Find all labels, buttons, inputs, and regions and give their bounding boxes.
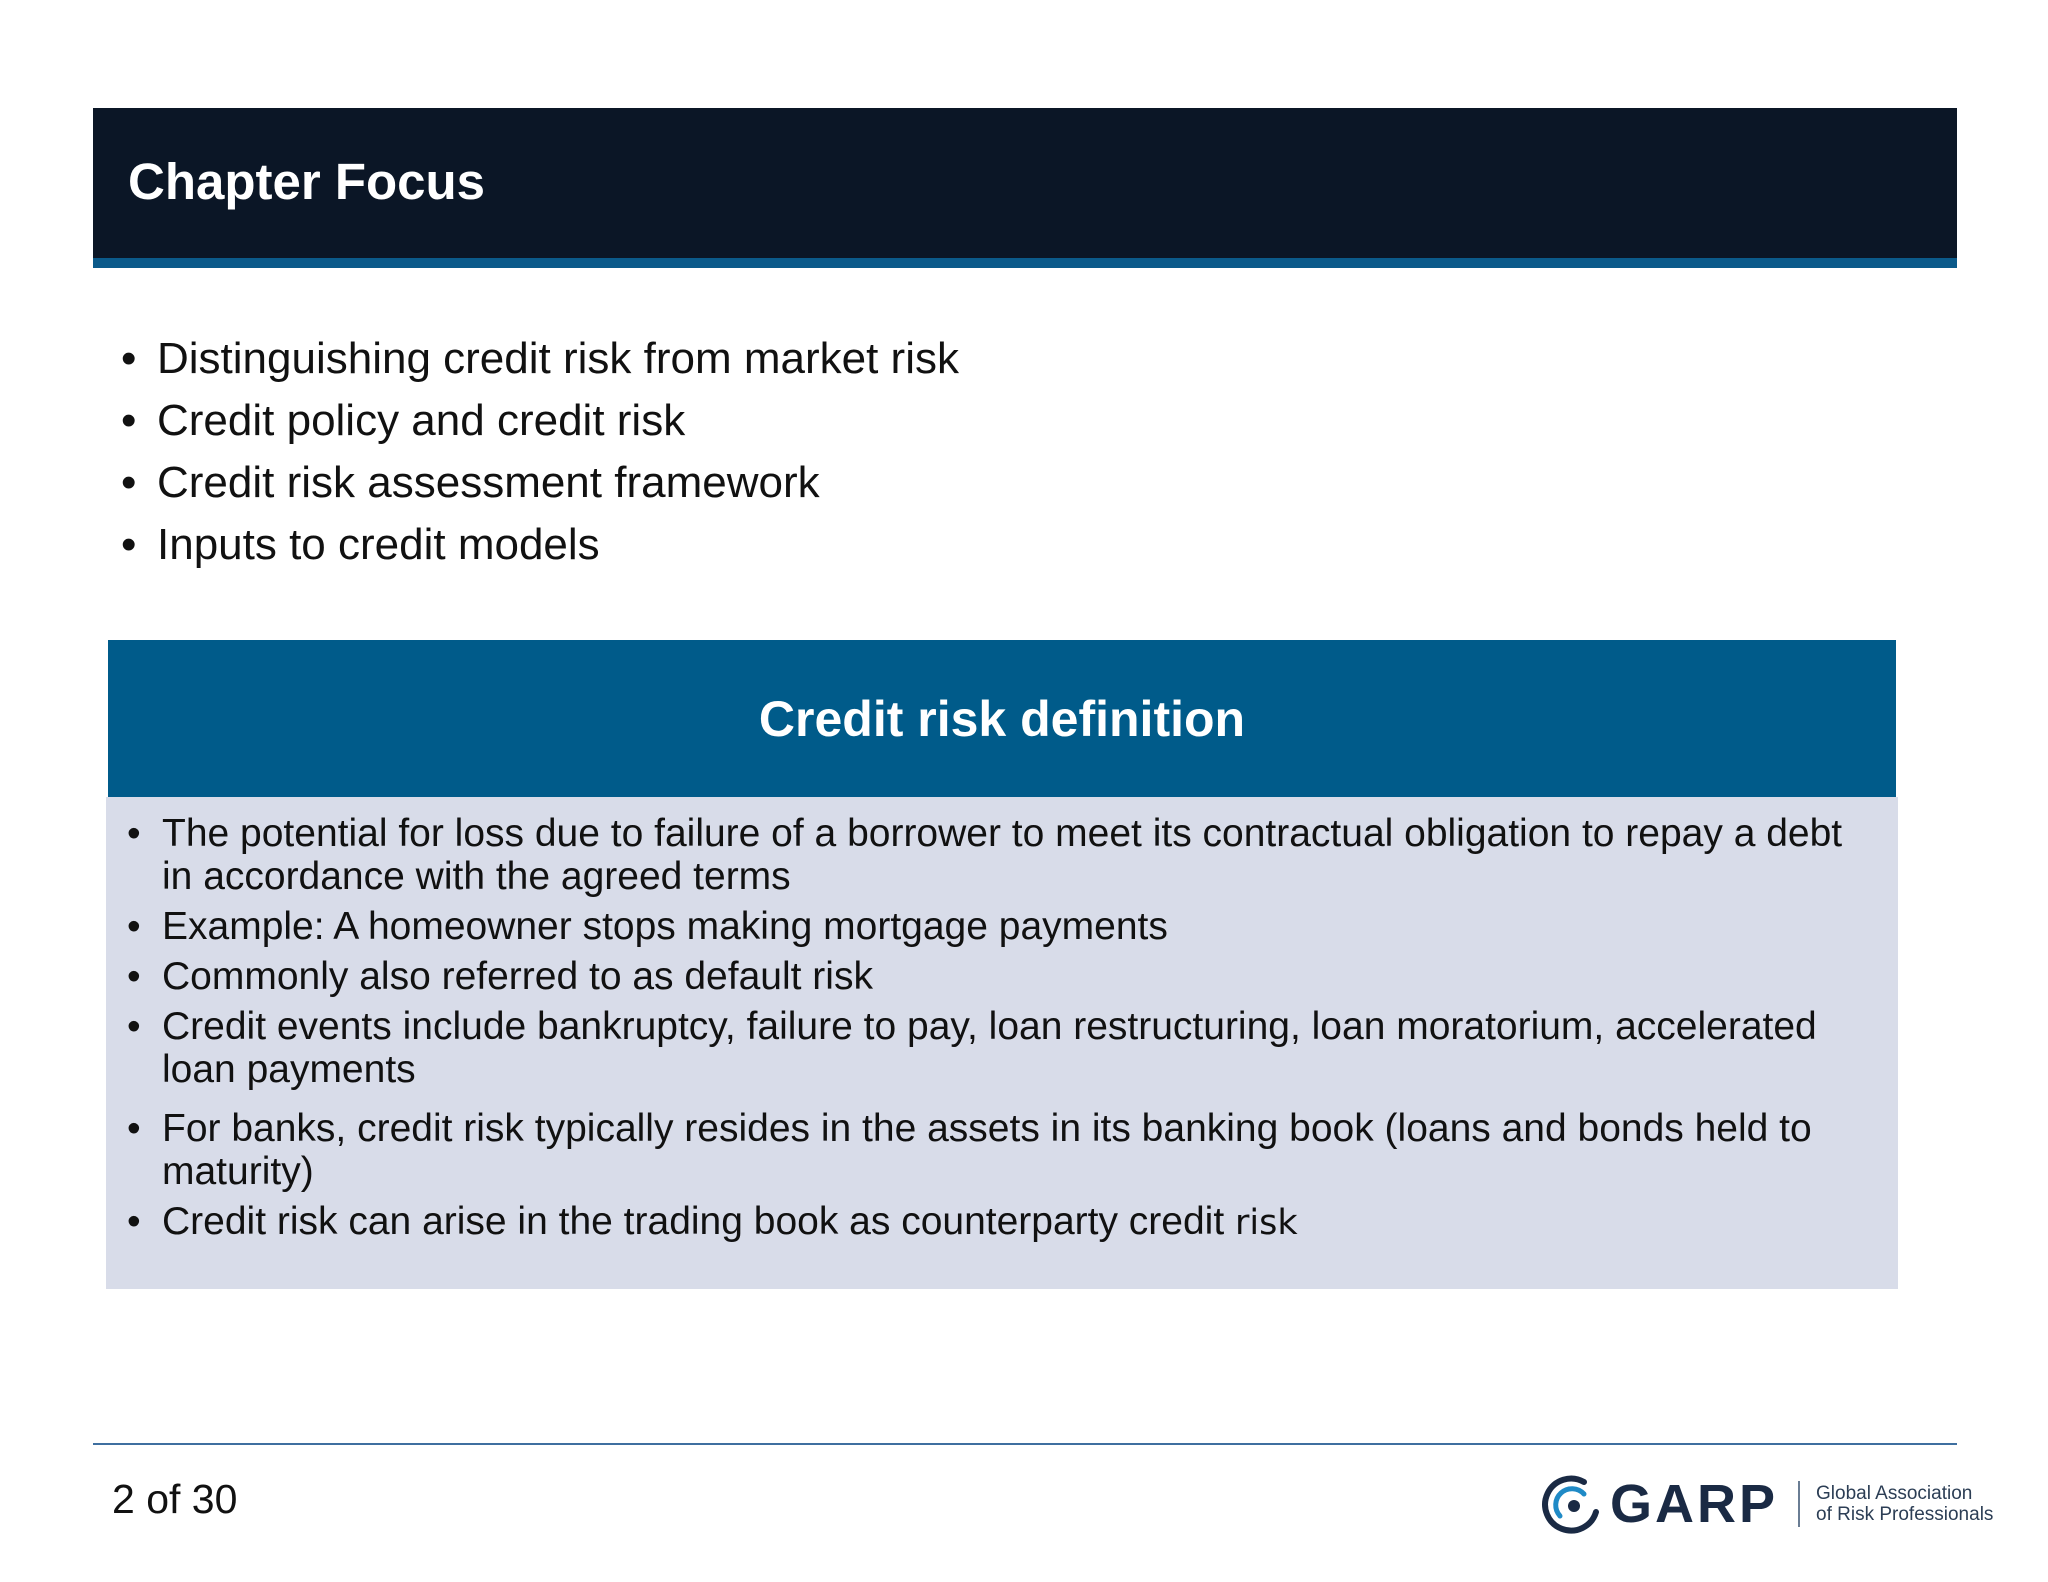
definition-item-text: The potential for loss due to failure of a borrower to meet its contractual obligation to repay a debt in accordance with the agreed terms	[162, 812, 1843, 898]
definition-box-header	[108, 640, 1896, 797]
bullet-icon: •	[127, 955, 141, 998]
focus-item	[118, 514, 959, 576]
logo-divider	[1798, 1481, 1800, 1527]
title-bar-accent-line	[93, 258, 1957, 268]
definition-list	[122, 812, 1882, 1252]
focus-item-text: Credit policy and credit risk	[157, 396, 686, 445]
garp-logo-wordmark: GARP	[1610, 1474, 1779, 1534]
bullet-icon: •	[127, 1200, 141, 1243]
garp-logo-mark-icon	[1540, 1472, 1604, 1536]
bullet-icon: •	[127, 905, 141, 948]
definition-item-text: Credit events include bankruptcy, failure to pay, loan restructuring, loan moratorium, accelerated loan payments	[162, 1005, 1817, 1091]
garp-logo-tagline	[1816, 1483, 1993, 1525]
definition-item	[122, 1200, 1882, 1245]
footer-divider	[93, 1443, 1957, 1445]
definition-item	[122, 1005, 1882, 1091]
bullet-icon: •	[127, 812, 141, 855]
logo-tagline-line1: Global Association	[1816, 1483, 1973, 1504]
definition-item-text: For banks, credit risk typically resides in the assets in its banking book (loans and bonds held to maturity)	[162, 1107, 1812, 1193]
focus-item	[118, 328, 959, 390]
definition-item-text-main: Credit risk can arise in the trading book as counterparty credit	[162, 1200, 1225, 1243]
definition-item	[122, 955, 1882, 998]
garp-logo	[1540, 1470, 1993, 1538]
chapter-focus-list	[118, 328, 959, 576]
slide-title: Chapter Focus	[128, 153, 486, 210]
bullet-icon: •	[121, 396, 137, 445]
definition-item-text: Example: A homeowner stops making mortgage payments	[162, 905, 1168, 948]
focus-item-text: Distinguishing credit risk from market risk	[157, 334, 959, 383]
definition-item	[122, 812, 1882, 898]
focus-item	[118, 452, 959, 514]
bullet-icon: •	[121, 458, 137, 507]
page-indicator: 2 of 30	[112, 1476, 238, 1522]
bullet-icon: •	[127, 1005, 141, 1048]
definition-item-text-tail: risk	[1235, 1203, 1298, 1243]
bullet-icon: •	[121, 334, 137, 383]
logo-tagline-line2: of Risk Professionals	[1816, 1504, 1994, 1525]
bullet-icon: •	[127, 1107, 141, 1150]
definition-item-text	[162, 1200, 1882, 1245]
definition-item-text: Commonly also referred to as default risk	[162, 955, 873, 998]
focus-item	[118, 390, 959, 452]
definition-item	[122, 905, 1882, 948]
focus-item-text: Inputs to credit models	[157, 520, 600, 569]
bullet-icon: •	[121, 520, 137, 569]
definition-box-title: Credit risk definition	[758, 690, 1246, 747]
definition-item	[122, 1107, 1882, 1193]
focus-item-text: Credit risk assessment framework	[157, 458, 820, 507]
